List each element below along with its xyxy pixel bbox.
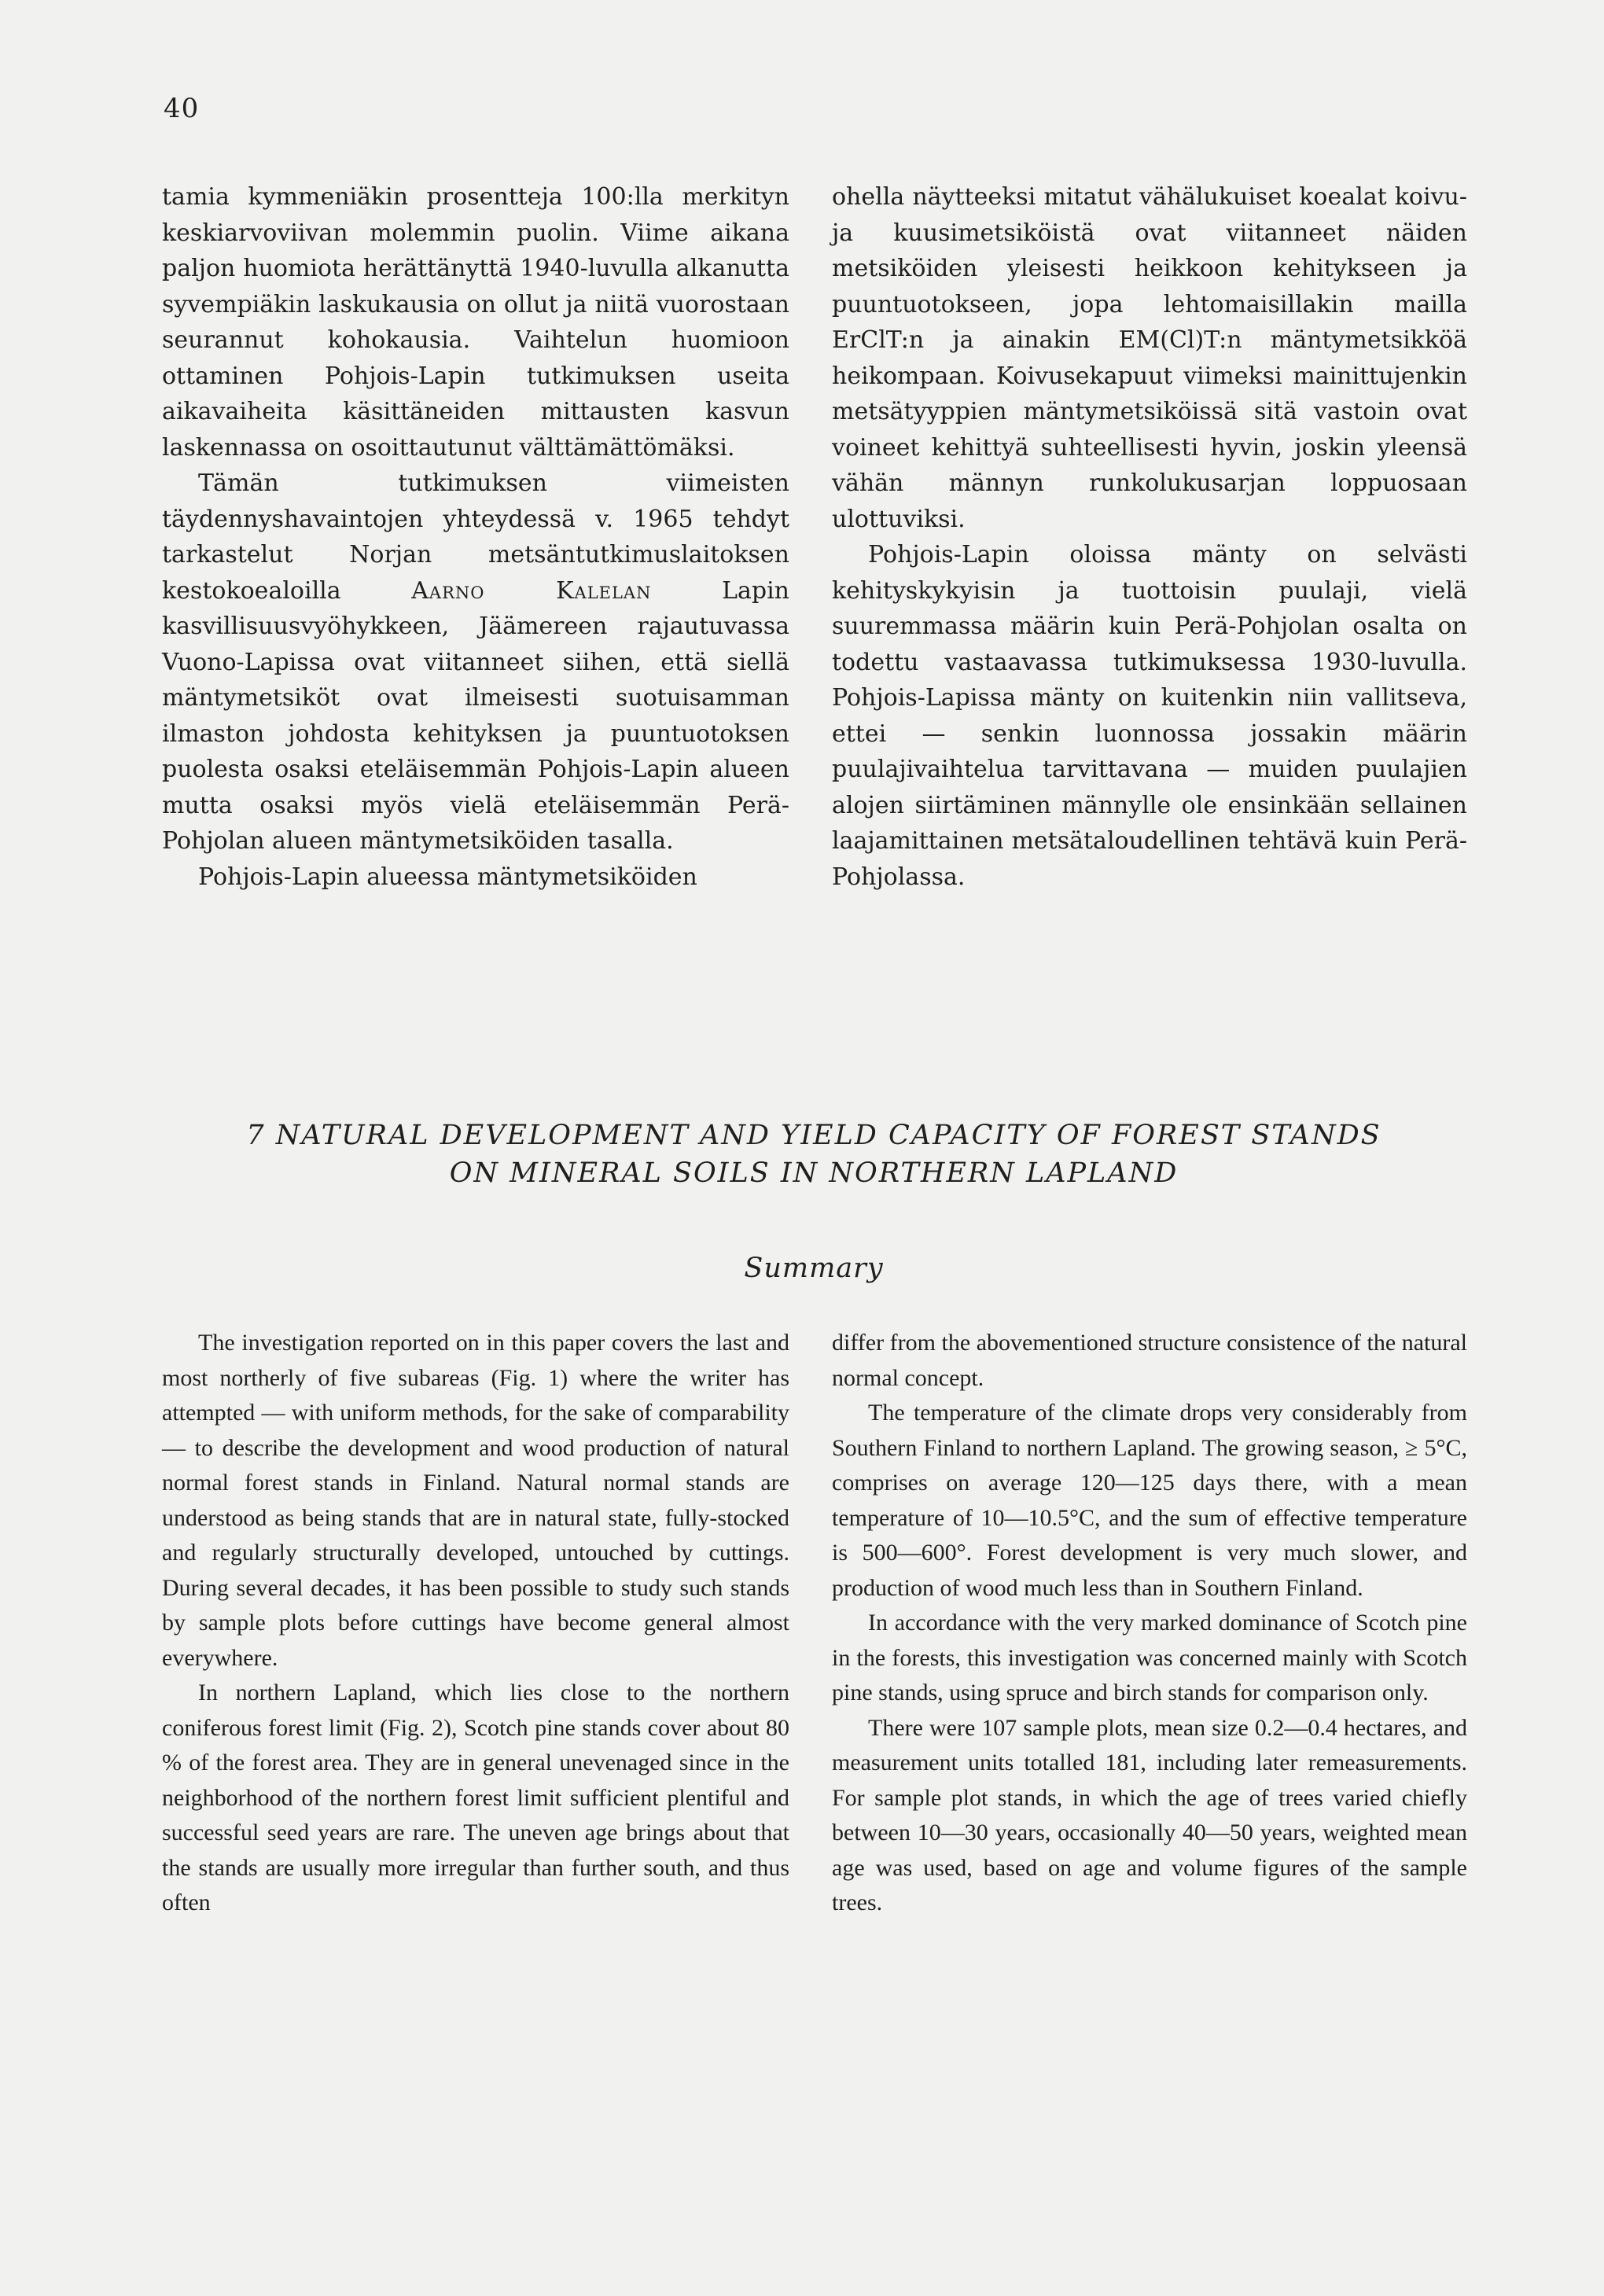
- paragraph: ohella näytteeksi mitatut vähälukuiset koealat koivu- ja kuusimetsiköistä ovat viitanneet näiden metsiköiden yleisesti heikkoon kehitykseen ja puuntuotokseen, jopa lehtomaisillakin mailla ErClT:n ja ainakin EM(Cl)T:n mäntymetsikköä heikompaan. Koivusekapuut viimeksi mainittujenkin metsätyyppien mäntymetsiköissä sitä vastoin ovat voineet kehittyä suhteellisesti hyvin, joskin yleensä vähän männyn runkolukusarjan loppuosaan ulottuviksi.: [832, 183, 1467, 533]
- english-left-column: [162, 1326, 789, 1921]
- paragraph-text: Lapin kasvillisuusvyöhykkeen, Jäämereen rajautuvassa Vuono-Lapissa ovat viitanneet siihen, että siellä mäntymetsiköt ovat ilmeisesti suotuisamman ilmaston johdosta kehityksen ja puuntuotoksen puolesta osaksi eteläisemmän Pohjois-Lapin alueen mutta osaksi myös vielä eteläisemmän Perä-Pohjolan alueen mäntymetsiköiden tasalla.: [162, 576, 789, 855]
- english-right-column: [832, 1326, 1467, 1921]
- finnish-left-column: [162, 179, 789, 895]
- paragraph-text: Tämän tutkimuksen viimeisten täydennyshavaintojen yhteydessä v. 1965 tehdyt tarkastelut Norjan metsäntutkimuslaitoksen kestokoealoilla: [162, 469, 789, 605]
- author-name: Aarno Kalelan: [411, 576, 652, 605]
- english-section-title: [157, 1117, 1470, 1192]
- paragraph: There were 107 sample plots, mean size 0.2—0.4 hectares, and measurement units totalled 181, including later remeasurements. For sample plot stands, in which the age of trees varied chiefly between 10—30 years, occasionally 40—50 years, weighted mean age was used, based on age and volume figures of the sample trees.: [832, 1714, 1467, 1915]
- paragraph: In northern Lapland, which lies close to the northern coniferous forest limit (Fig. 2), Scotch pine stands cover about 80 % of the forest area. They are in general unevenaged since in the neighborhood of the northern forest limit sufficient plentiful and successful seed years are rare. The uneven age brings about that the stands are usually more irregular than further south, and thus often: [162, 1680, 789, 1915]
- title-line: ON MINERAL SOILS IN NORTHERN LAPLAND: [449, 1157, 1179, 1189]
- paragraph: differ from the abovementioned structure consistence of the natural normal concept.: [832, 1330, 1467, 1391]
- paragraph: tamia kymmeniäkin prosentteja 100:lla merkityn keskiarvoviivan molemmin puolin. Viime aikana paljon huomiota herättänyttä 1940-luvulla alkanutta syvempiäkin laskukausia on ollut ja niitä vuorostaan seurannut kohokausia. Vaihtelun huomioon ottaminen Pohjois-Lapin tutkimuksen useita aikavaiheita käsittäneiden mittausten kasvun laskennassa on osoittautunut välttämättömäksi.: [162, 183, 789, 462]
- paragraph: Pohjois-Lapin oloissa mänty on selvästi kehityskykyisin ja tuottoisin puulaji, vielä suuremmassa määrin kuin Perä-Pohjolan osalta on todettu vastaavassa tutkimuksessa 1930-luvulla. Pohjois-Lapissa mänty on kuitenkin niin vallitseva, ettei — senkin luonnossa jossakin määrin puulajivaihtelua tarvittavana — muiden puulajien alojen siirtäminen männylle ole ensinkään sellainen laajamittainen metsätaloudellinen tehtävä kuin Perä-Pohjolassa.: [832, 541, 1467, 891]
- page-number: 40: [164, 93, 200, 124]
- title-line: 7 NATURAL DEVELOPMENT AND YIELD CAPACITY OF FOREST STANDS: [246, 1120, 1381, 1151]
- finnish-right-column: [832, 179, 1467, 895]
- paragraph: The investigation reported on in this paper covers the last and most northerly of five subareas (Fig. 1) where the writer has attempted — with uniform methods, for the sake of comparability — to describe the development and wood production of natural normal forest stands in Finland. Natural normal stands are understood as being stands that are in natural state, fully-stocked and regularly structurally developed, untouched by cuttings. During several decades, it has been possible to study such stands by sample plots before cuttings have become general almost everywhere.: [162, 1330, 789, 1671]
- paragraph: [162, 465, 789, 859]
- summary-heading: Summary: [744, 1253, 884, 1284]
- paragraph: Pohjois-Lapin alueessa mäntymetsiköiden: [198, 863, 697, 891]
- paragraph: In accordance with the very marked dominance of Scotch pine in the forests, this investigation was concerned mainly with Scotch pine stands, using spruce and birch stands for comparison only.: [832, 1610, 1467, 1705]
- paragraph: The temperature of the climate drops very considerably from Southern Finland to northern Lapland. The growing season, ≥ 5°C, comprises on average 120—125 days there, with a mean temperature of 10—10.5°C, and the sum of effective temperature is 500—600°. Forest development is very much slower, and production of wood much less than in Southern Finland.: [832, 1400, 1467, 1601]
